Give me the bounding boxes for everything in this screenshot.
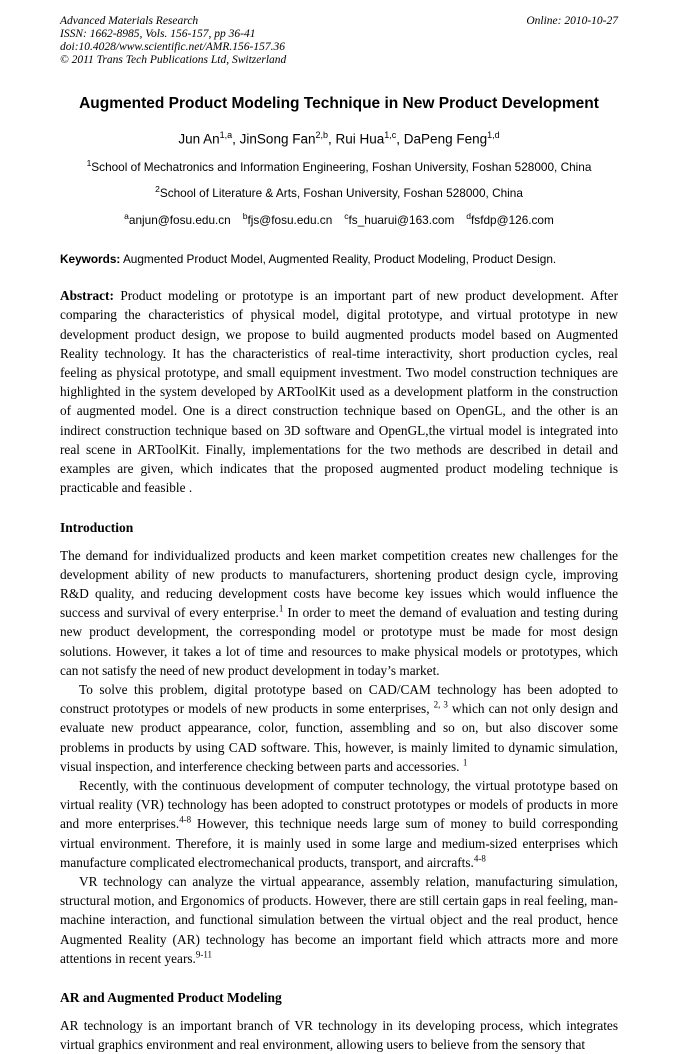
email-text: anjun@fosu.edu.cn [128, 213, 231, 228]
online-date: Online: 2010-10-27 [526, 15, 618, 27]
paragraph-text: However, this technique needs large sum of money to build corresponding virtual environment. Therefore, it is mainly used in some large and medium-sized enterprises which manufacture complicated electromechanical products, transport, and aircrafts. [60, 816, 618, 870]
intro-paragraph-1 [60, 546, 618, 680]
email-address [124, 213, 231, 227]
paper-title: Augmented Product Modeling Technique in New Product Development [79, 95, 599, 112]
citation-ref: 1 [278, 603, 284, 614]
paragraph-text: Recently, with the continuous development of computer technology, the virtual prototype based on virtual reality (VR) technology has been adopted to construct prototypes or models of products in more and more enterprises. [60, 777, 618, 832]
email-mark: b [242, 211, 248, 222]
affiliation-number: 1 [86, 157, 92, 168]
affiliation-text: School of Mechatronics and Information Engineering, Foshan University, Foshan 528000, China [91, 159, 592, 174]
abstract-label: Abstract: [60, 288, 114, 304]
email-address [344, 213, 454, 227]
affiliation-1 [60, 156, 618, 174]
email-address [466, 213, 554, 227]
intro-paragraph-3 [60, 776, 618, 872]
email-text: fs_huarui@163.com [348, 213, 455, 228]
abstract-paragraph [60, 286, 618, 497]
author-name: , Rui Hua [328, 131, 385, 147]
email-mark: c [344, 211, 349, 222]
affiliation-number: 2 [155, 184, 160, 195]
authors-line [60, 130, 618, 147]
author-affiliation-mark: 1,c [384, 130, 397, 140]
paragraph-text: which can not only design and evaluate new product appearance, color, function, assembling and so on, but also discover some problems in products by using CAD software. This, however, is mainly limited to dynamic simulation, visual inspection, and interference checking between parts and accessories. [60, 701, 618, 774]
paragraph-text: To solve this problem, digital prototype based on CAD/CAM technology has been adopted to construct prototypes or models of new products in some enterprises, [60, 681, 618, 717]
affiliation-2 [60, 182, 618, 200]
emails-line [60, 209, 618, 227]
email-text: fjs@fosu.edu.cn [247, 213, 333, 228]
paragraph-text: The demand for individualized products and keen market competition creates new challenges for the development ability of new products to manufacturers, shortening product design cycle, improving R&D quality, and reducing development costs have become key issues which would influence the success and survival of every enterprise. [60, 547, 618, 621]
issn-line: ISSN: 1662-8985, Vols. 156-157, pp 36-41 [60, 28, 256, 40]
affiliation-text: School of Literature & Arts, Foshan University, Foshan 528000, China [159, 186, 523, 201]
author-affiliation-mark: 1,d [487, 130, 500, 140]
publication-info [60, 15, 286, 67]
ar-paragraph-1: AR technology is an important branch of VR technology in its developing process, which integrates virtual graphics environment and real environment, allowing users to believe from the sensory that [60, 1017, 618, 1053]
author-name: Jun An [178, 131, 220, 147]
citation-ref: 9-11 [195, 949, 213, 960]
citation-ref: 2, 3 [433, 699, 448, 710]
author-name: , DaPeng Feng [396, 131, 488, 147]
email-text: fsfdp@126.com [471, 213, 554, 228]
paragraph-text: In order to meet the demand of evaluation and testing during new product development, the corresponding model or prototype must be made for most design solutions. However, it takes a lot of time and resources to make physical models or prototypes, which can not satisfy the need of new product development in today’s market. [60, 605, 618, 678]
copyright-line: © 2011 Trans Tech Publications Ltd, Switzerland [60, 54, 287, 66]
section-heading-introduction: Introduction [60, 519, 134, 535]
intro-paragraph-2 [60, 680, 618, 776]
email-mark: a [124, 211, 129, 222]
journal-name: Advanced Materials Research [60, 15, 199, 27]
author-name: , JinSong Fan [232, 131, 316, 147]
author-affiliation-mark: 2,b [315, 130, 328, 140]
keywords-text: Augmented Product Model, Augmented Reality, Product Modeling, Product Design. [120, 252, 557, 267]
citation-ref: 4-8 [473, 853, 486, 864]
section-heading-ar-modeling: AR and Augmented Product Modeling [60, 989, 282, 1005]
citation-ref: 1 [462, 757, 468, 768]
keywords-label: Keywords: [60, 252, 121, 267]
doi-line: doi:10.4028/www.scientific.net/AMR.156-157.36 [60, 41, 285, 53]
email-mark: d [466, 211, 472, 222]
email-address [243, 213, 333, 227]
intro-paragraph-4 [60, 872, 618, 968]
paragraph-text: VR technology can analyze the virtual appearance, assembly relation, manufacturing simulation, structural motion, and Ergonomics of products. However, there are still certain gaps in real feeling, man-machine interaction, and functional simulation between the virtual object and the real product, hence Augmented Reality (AR) technology has become an important field which attracts more and more attentions in recent years. [60, 873, 618, 966]
author-affiliation-mark: 1,a [219, 130, 233, 140]
page-header [60, 15, 618, 67]
abstract-text: Product modeling or prototype is an important part of new product development. After comparing the characteristics of physical model, digital prototype, and virtual prototype in new development product design, we propose to build augmented products model based on Augmented Reality technology. It has the characteristics of real-time interactivity, short production cycles, real feeling as physical prototype, and small equipment investment. Two model construction techniques are highlighted in the system developed by ARToolKit used as a development platform in the construction of augmented model. One is a direct construction technique based on OpenGL, and the other is an indirect construction technique based on 3D software and OpenGL,the virtual model is integrated into real scene in ARToolKit. Finally, implementations for the two methods are described in detail and examples are given, which indicates that the proposed augmented product modeling technique is practicable and feasible . [60, 288, 618, 496]
citation-ref: 4-8 [179, 814, 192, 825]
keywords-line [60, 252, 618, 267]
